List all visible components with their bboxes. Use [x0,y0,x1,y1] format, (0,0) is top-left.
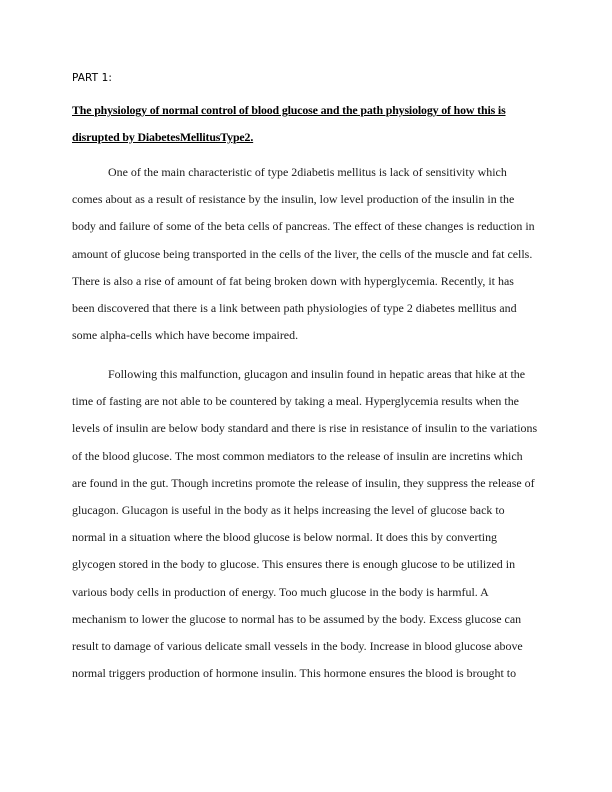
section-heading-line: disrupted by DiabetesMellitusType2. [72,130,254,144]
paragraph-line: time of fasting are not able to be countered by taking a meal. Hyperglycemia results when the [72,394,519,409]
paragraph-line: One of the main characteristic of type 2diabetis mellitus is lack of sensitivity which [108,165,507,179]
paragraph-line: amount of glucose being transported in the cells of the liver, the cells of the muscle and fat cells. [72,246,533,261]
paragraph-line: result to damage of various delicate small vessels in the body. Increase in blood glucose above [72,639,523,654]
paragraph-line: some alpha-cells which have become impaired. [72,328,299,343]
part-label: PART 1: [72,72,113,84]
paragraph-line: glucagon. Glucagon is useful in the body as it helps increasing the level of glucose back to [72,503,505,518]
paragraph-line: are found in the gut. Though incretins promote the release of insulin, they suppress the release of [72,475,535,490]
paragraph-line: comes about as a result of resistance by the insulin, low level production of the insulin in the [72,192,515,207]
paragraph-line: of the blood glucose. The most common mediators to the release of insulin are incretins which [72,448,523,463]
body-paragraph [72,159,540,349]
paragraph-line: been discovered that there is a link between path physiologies of type 2 diabetes mellitus and [72,301,517,316]
section-heading [72,97,542,151]
paragraph-line: levels of insulin are below body standard and there is rise in resistance of insulin to the variations [72,421,538,436]
paragraph-line: glycogen stored in the body to glucose. This ensures there is enough glucose to be utilized in [72,557,516,572]
paragraph-line: There is also a rise of amount of fat being broken down with hyperglycemia. Recently, it has [72,273,514,288]
paragraph-line: Following this malfunction, glucagon and insulin found in hepatic areas that hike at the [108,367,526,381]
body-paragraph [72,361,540,687]
paragraph-line: normal in a situation where the blood glucose is below normal. It does this by converting [72,530,498,545]
paragraph-line: mechanism to lower the glucose to normal has to be assumed by the body. Excess glucose can [72,611,522,626]
paragraph-line: various body cells in production of energy. Too much glucose in the body is harmful. A [72,584,489,599]
section-heading-line: The physiology of normal control of blood glucose and the path physiology of how this is [72,103,506,117]
paragraph-line: normal triggers production of hormone insulin. This hormone ensures the blood is brought to [72,666,517,681]
paragraph-line: body and failure of some of the beta cells of pancreas. The effect of these changes is reduction in [72,219,535,234]
